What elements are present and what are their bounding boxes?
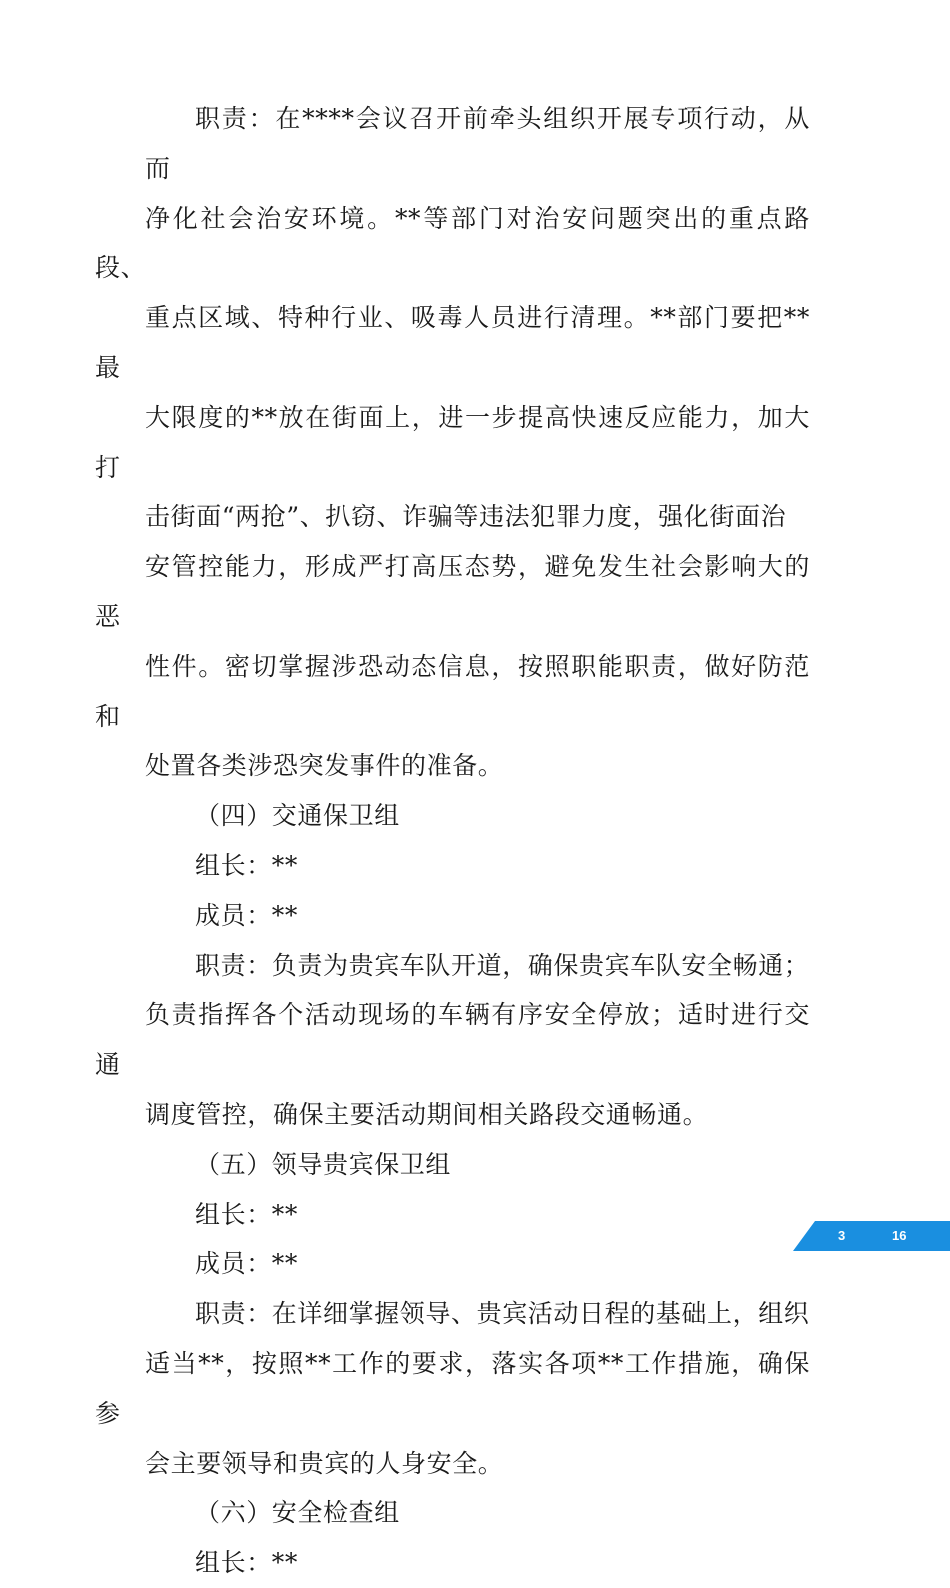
paragraph-line: （四）交通保卫组 <box>195 801 400 831</box>
paragraph <box>145 1140 810 1190</box>
paragraph-line: 组长：** <box>195 850 299 880</box>
paragraph-line: 大限度的**放在街面上，进一步提高快速反应能力，加大打 <box>95 402 810 482</box>
paragraph <box>145 841 810 891</box>
paragraph-line: （五）领导贵宾保卫组 <box>195 1149 452 1179</box>
paragraph-line: 安管控能力，形成严打高压态势，避免发生社会影响大的恶 <box>95 552 810 631</box>
page-number-current: 3 <box>838 1228 846 1243</box>
paragraph-line: 适当**，按照**工作的要求，落实各项**工作措施，确保参 <box>95 1348 810 1428</box>
paragraph <box>145 1239 810 1289</box>
page-number-total: 16 <box>892 1228 907 1243</box>
paragraph <box>145 1538 810 1588</box>
paragraph <box>145 791 810 841</box>
paragraph <box>95 1289 810 1488</box>
paragraph-line: 性件。密切掌握涉恐动态信息，按照职能职责，做好防范和 <box>95 651 810 731</box>
page-footer-band <box>793 1221 950 1251</box>
document-body <box>95 94 810 1588</box>
paragraph-line: 成员：** <box>195 900 299 930</box>
paragraph-line: 负责指挥各个活动现场的车辆有序安全停放；适时进行交通 <box>95 1000 810 1080</box>
paragraph <box>145 1190 810 1240</box>
paragraph-line: 组长：** <box>195 1548 299 1578</box>
paragraph-line: （六）安全检查组 <box>195 1498 400 1528</box>
paragraph <box>145 1488 810 1538</box>
footer-band-shape <box>793 1221 950 1251</box>
paragraph <box>95 94 810 791</box>
paragraph-line: 成员：** <box>195 1249 299 1279</box>
paragraph-line: 重点区域、特种行业、吸毒人员进行清理。**部门要把**最 <box>95 303 810 382</box>
paragraph-line: 职责：负责为贵宾车队开道，确保贵宾车队安全畅通； <box>195 950 810 980</box>
paragraph <box>95 941 810 1140</box>
paragraph-line: 调度管控，确保主要活动期间相关路段交通畅通。 <box>145 1099 709 1129</box>
paragraph-line: 击街面“两抢”、扒窃、诈骗等违法犯罪力度，强化街面治 <box>145 502 787 532</box>
paragraph-line: 组长：** <box>195 1199 299 1229</box>
paragraph-line: 处置各类涉恐突发事件的准备。 <box>145 751 504 781</box>
paragraph-line: 会主要领导和贵宾的人身安全。 <box>145 1448 504 1478</box>
paragraph-line: 净化社会治安环境。**等部门对治安问题突出的重点路段、 <box>95 203 810 283</box>
paragraph-line: 职责：在****会议召开前牵头组织开展专项行动，从而 <box>145 104 810 183</box>
paragraph-line: 职责：在详细掌握领导、贵宾活动日程的基础上，组织 <box>195 1299 810 1329</box>
paragraph <box>145 891 810 941</box>
